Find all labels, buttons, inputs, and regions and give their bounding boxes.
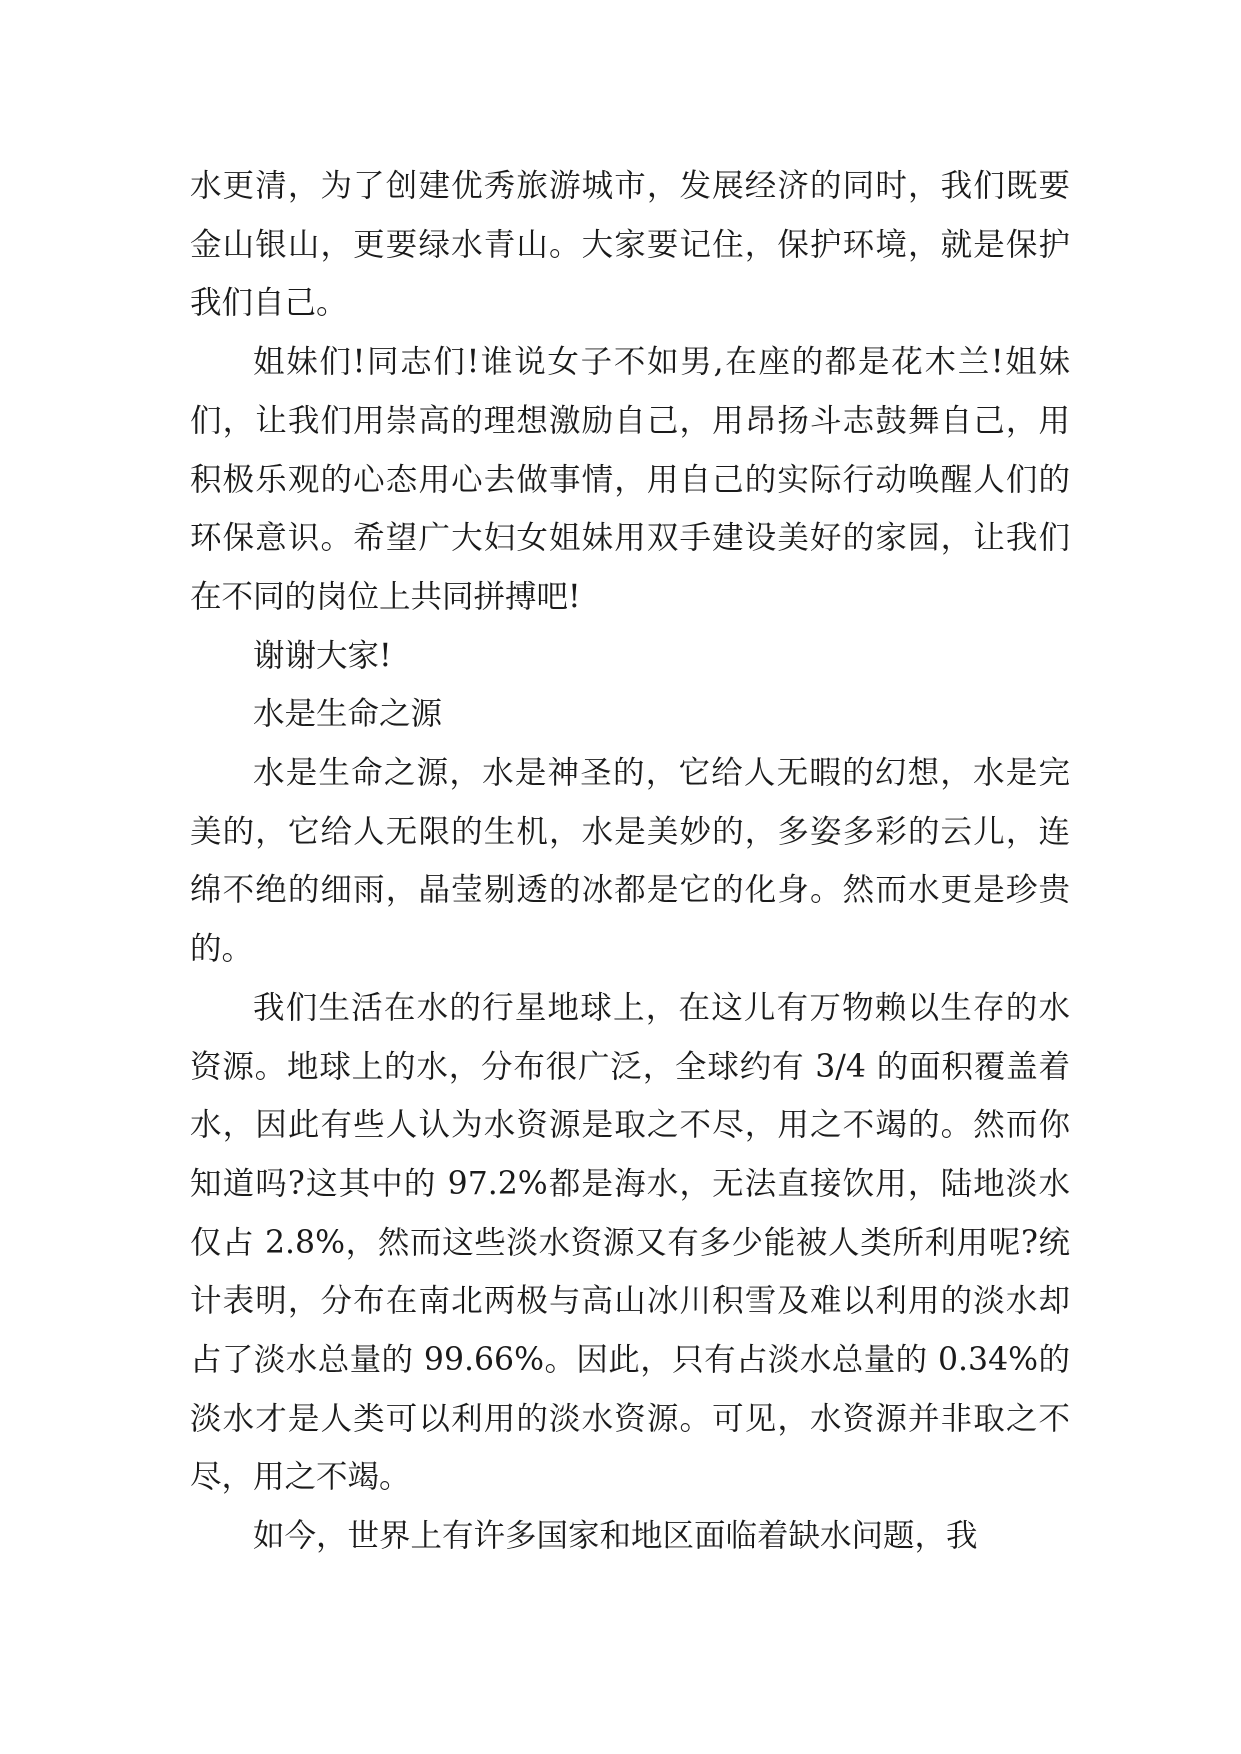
paragraph: 如今，世界上有许多国家和地区面临着缺水问题，我 <box>253 1518 978 1555</box>
paragraph: 我们生活在水的行星地球上，在这儿有万物赖以生存的水资源。地球上的水，分布很广泛，全球约有 3/4 的面积覆盖着水，因此有些人认为水资源是取之不尽，用之不竭的。然而你知道吗?这其中的 97.2%都是海水，无法直接饮用，陆地淡水仅占 2.8%，然而这些淡水资源又有多少能被人类所利用呢?统计表明，分布在南北两极与高山冰川积雪及难以利用的淡水却占了淡水总量的 99.66%。因此，只有占淡水总量的 0.34%的淡水才是人类可以利用的淡水资源。可见，水资源并非取之不尽，用之不竭。 <box>190 989 1070 1496</box>
paragraph: 水更清，为了创建优秀旅游城市，发展经济的同时，我们既要金山银山，更要绿水青山。大家要记住，保护环境，就是保护我们自己。 <box>190 168 1070 322</box>
document-body <box>190 157 1070 1566</box>
paragraph: 水是生命之源，水是神圣的，它给人无暇的幻想，水是完美的，它给人无限的生机，水是美妙的，多姿多彩的云儿，连绵不绝的细雨，晶莹剔透的冰都是它的化身。然而水更是珍贵的。 <box>190 755 1070 968</box>
paragraph: 姐妹们!同志们!谁说女子不如男,在座的都是花木兰!姐妹们，让我们用崇高的理想激励自己，用昂扬斗志鼓舞自己，用积极乐观的心态用心去做事情，用自己的实际行动唤醒人们的环保意识。希望广大妇女姐妹用双手建设美好的家园，让我们在不同的岗位上共同拼搏吧! <box>190 344 1070 615</box>
section-heading: 水是生命之源 <box>253 696 443 733</box>
paragraph: 谢谢大家! <box>253 637 392 674</box>
